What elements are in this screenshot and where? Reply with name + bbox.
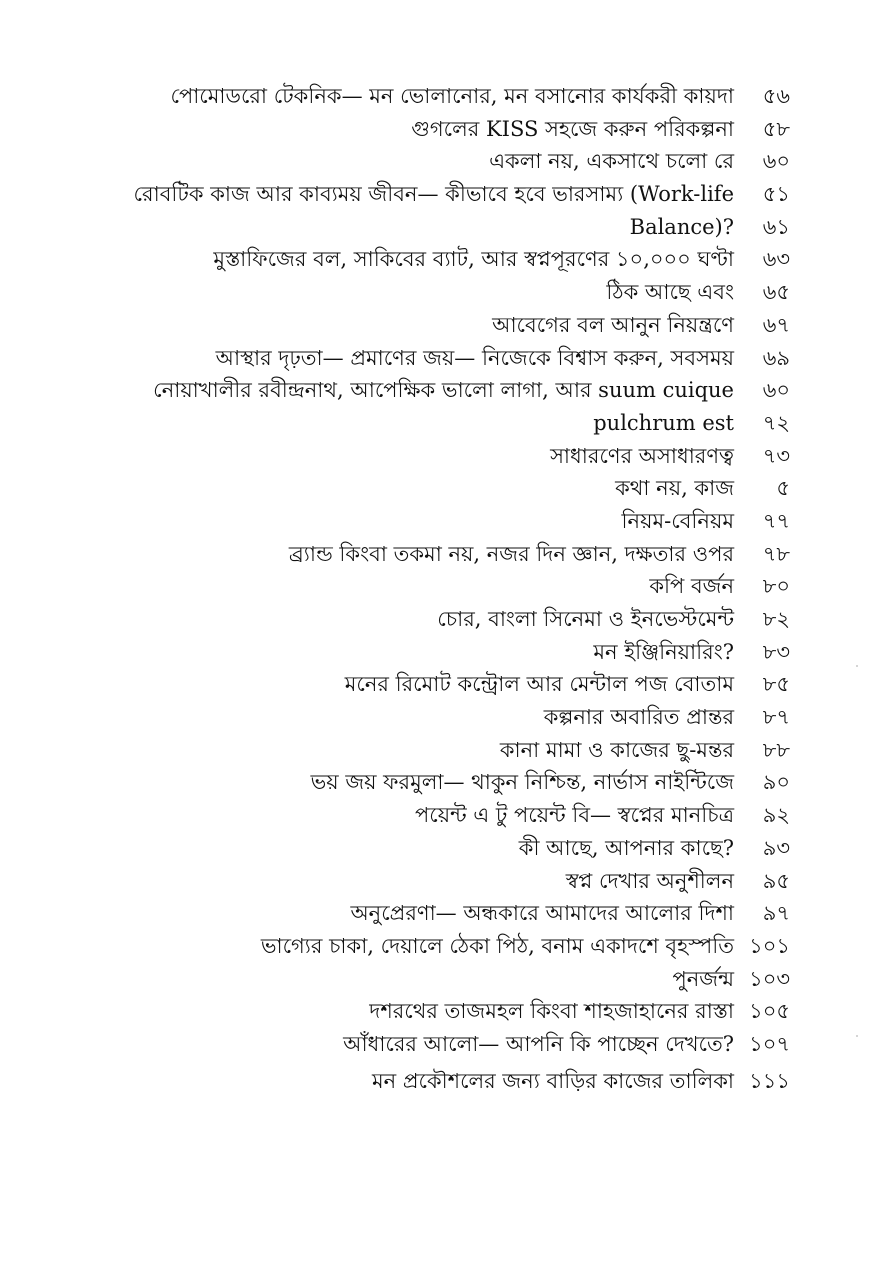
toc-entry-page: ৫৬ — [762, 84, 790, 108]
toc-entry-page: ৬৯ — [762, 345, 790, 370]
toc-entry — [60, 701, 790, 734]
toc-entry-title: একলা নয়, একসাথে চলো রে — [489, 149, 734, 174]
toc-entry-title: রোবটিক কাজ আর কাব্যময় জীবন— কীভাবে হবে ভারসাম্য (Work-life — [133, 182, 734, 207]
toc-entry — [60, 963, 790, 996]
toc-entry — [60, 113, 790, 146]
toc-entry-title: কী আছে, আপনার কাছে? — [518, 835, 734, 860]
toc-entry — [60, 407, 790, 440]
toc-entry-title: পয়েন্ট এ টু পয়েন্ট বি— স্বপ্নের মানচিত্র — [415, 803, 734, 828]
toc-entry — [60, 1065, 790, 1098]
toc-entry — [60, 570, 790, 603]
toc-entry — [60, 766, 790, 799]
toc-entry-title: ঠিক আছে এবং — [606, 280, 734, 305]
toc-entry — [60, 930, 790, 963]
toc-entry-title: পুনর্জন্ম — [672, 966, 734, 991]
toc-entry-page: ৫ — [776, 476, 790, 501]
toc-entry-title: Balance)? — [629, 214, 734, 239]
toc-entry — [60, 995, 790, 1028]
toc-entry-title: pulchrum est — [593, 410, 734, 435]
toc-entry-page: ৬৭ — [762, 312, 790, 337]
toc-entry — [60, 832, 790, 865]
toc-entry-page: ৬০ — [762, 149, 790, 174]
toc-entry-title: আঁধারের আলো— আপনি কি পাচ্ছেন দেখতে? — [343, 1031, 734, 1056]
toc-entry-title: অনুপ্রেরণা— অন্ধকারে আমাদের আলোর দিশা — [350, 901, 734, 926]
toc-entry-page: ৯০ — [762, 770, 790, 795]
toc-entry-title: ভাগ্যের চাকা, দেয়ালে ঠেকা পিঠ, বনাম একাদশে বৃহস্পতি — [260, 933, 734, 958]
toc-entry-page: ৮২ — [762, 607, 790, 631]
toc-entry — [60, 865, 790, 898]
toc-entry-page: ৯৫ — [762, 868, 790, 893]
toc-entry-page: ৯২ — [762, 803, 790, 828]
table-of-contents — [60, 80, 790, 1097]
scan-speck — [856, 665, 858, 667]
toc-entry — [60, 374, 790, 407]
toc-entry-page: ৭৭ — [762, 508, 790, 533]
toc-entry-page: ১০৭ — [749, 1031, 790, 1056]
toc-entry — [60, 309, 790, 342]
toc-entry — [60, 897, 790, 930]
toc-entry-page: ৮৩ — [762, 639, 790, 664]
toc-entry-page: ৫১ — [762, 182, 790, 207]
toc-entry-title: আবেগের বল আনুন নিয়ন্ত্রণে — [492, 312, 734, 337]
toc-entry-page: ৮০ — [762, 574, 790, 599]
toc-entry-title: মন প্রকৌশলের জন্য বাড়ির কাজের তালিকা — [371, 1068, 734, 1093]
toc-entry — [60, 636, 790, 669]
toc-entry-title: কপি বর্জন — [649, 574, 734, 599]
scan-speck — [856, 1035, 858, 1037]
toc-entry-title: মুস্তাফিজের বল, সাকিবের ব্যাট, আর স্বপ্নপূরণের ১০,০০০ ঘণ্টা — [213, 247, 734, 272]
toc-entry — [60, 538, 790, 571]
toc-entry-title: কানা মামা ও কাজের ছু-মন্তর — [499, 737, 734, 762]
toc-entry — [60, 505, 790, 538]
toc-entry-page: ৮৮ — [762, 737, 790, 762]
toc-entry-page: ৬৩ — [762, 247, 790, 272]
toc-entry-page: ৯৩ — [762, 835, 790, 860]
toc-entry-page: ৭২ — [762, 410, 790, 435]
toc-entry-page: ৬১ — [762, 214, 790, 239]
toc-entry — [60, 342, 790, 375]
toc-entry-page: ১১১ — [749, 1068, 790, 1093]
toc-entry-title: দশরথের তাজমহল কিংবা শাহজাহানের রাস্তা — [369, 999, 734, 1024]
toc-entry-title: মন ইঞ্জিনিয়ারিং? — [593, 639, 734, 664]
toc-entry-page: ১০৩ — [749, 966, 790, 991]
toc-entry-page: ৭৩ — [762, 443, 790, 468]
toc-entry-page: ৮৫ — [762, 672, 790, 697]
toc-entry — [60, 178, 790, 211]
toc-entry — [60, 80, 790, 113]
toc-entry-title: নিয়ম-বেনিয়ম — [621, 508, 734, 533]
toc-entry-page: ১০১ — [749, 933, 790, 958]
toc-entry — [60, 472, 790, 505]
toc-entry-title: কল্পনার অবারিত প্রান্তর — [543, 705, 734, 730]
toc-entry-page: ৫৮ — [762, 116, 790, 141]
toc-entry-title: ভয় জয় ফরমুলা— থাকুন নিশ্চিন্ত, নার্ভাস নাইন্টিজে — [310, 770, 734, 795]
toc-entry-title: কথা নয়, কাজ — [615, 476, 734, 501]
toc-entry-page: ৬৫ — [762, 280, 790, 305]
toc-entry-title: চোর, বাংলা সিনেমা ও ইনভেস্টমেন্ট — [437, 607, 734, 631]
toc-entry-title: আস্থার দৃঢ়তা— প্রমাণের জয়— নিজেকে বিশ্বাস করুন, সবসময় — [215, 345, 734, 370]
toc-entry — [60, 243, 790, 276]
toc-entry-page: ৯৭ — [762, 901, 790, 926]
toc-entry — [60, 1028, 790, 1061]
toc-entry — [60, 276, 790, 309]
toc-entry-title: সাধারণের অসাধারণত্ব — [550, 443, 734, 468]
toc-entry — [60, 734, 790, 767]
toc-entry-page: ৭৮ — [762, 541, 790, 566]
toc-entry-page: ৬০ — [762, 378, 790, 403]
toc-entry — [60, 211, 790, 244]
toc-entry-title: স্বপ্ন দেখার অনুশীলন — [565, 868, 734, 893]
toc-entry — [60, 603, 790, 636]
toc-entry-title: ব্র্যান্ড কিংবা তকমা নয়, নজর দিন জ্ঞান, দক্ষতার ওপর — [288, 541, 734, 566]
toc-entry-page: ৮৭ — [762, 705, 790, 730]
toc-entry-title: গুগলের KISS সহজে করুন পরিকল্পনা — [411, 116, 734, 141]
toc-entry — [60, 799, 790, 832]
toc-entry-title: পোমোডরো টেকনিক— মন ভোলানোর, মন বসানোর কার্যকরী কায়দা — [170, 84, 734, 108]
toc-entry — [60, 668, 790, 701]
toc-entry-page: ১০৫ — [749, 999, 790, 1024]
toc-entry — [60, 145, 790, 178]
toc-entry-title: মনের রিমোট কন্ট্রোল আর মেন্টাল পজ বোতাম — [344, 672, 734, 697]
toc-entry-title: নোয়াখালীর রবীন্দ্রনাথ, আপেক্ষিক ভালো লাগা, আর suum cuique — [153, 378, 734, 403]
toc-entry — [60, 440, 790, 473]
